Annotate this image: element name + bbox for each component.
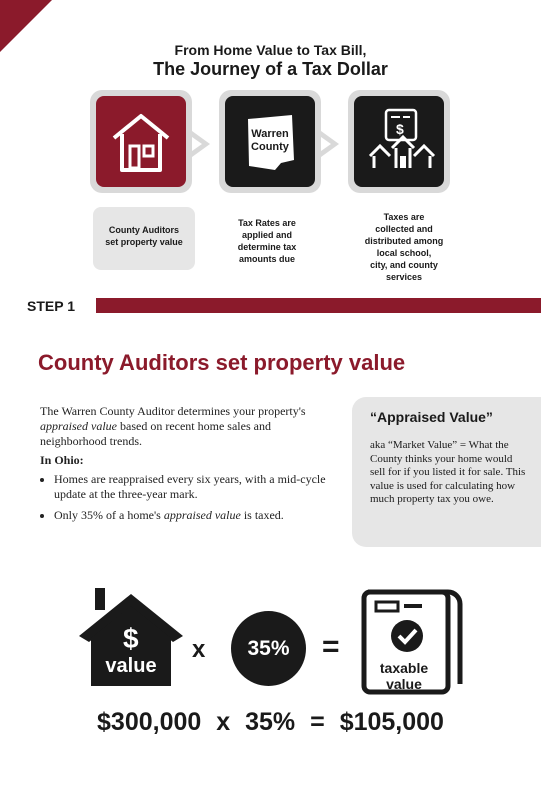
callout-text: aka “Market Value” = What the County thinks your home would sell for if you listed it for sale. This value is used for calculating how much property tax you owe.	[370, 439, 526, 505]
arrow-right-icon	[192, 131, 210, 157]
calc-amount: $300,000	[97, 708, 202, 736]
flow-box-community	[348, 90, 450, 193]
county-label-line2: County	[251, 141, 289, 153]
step-bar	[96, 298, 541, 313]
section-body	[40, 404, 340, 529]
caption-taxes-collected: Taxes are collected and distributed among local school, city, and county services	[364, 212, 444, 282]
arrow-right-icon	[321, 131, 339, 157]
svg-text:$: $	[123, 623, 139, 654]
list-item: • Homes are reappraised every six years, with a mid-cycle update at the three-year mark.	[54, 472, 340, 502]
flow-box-county	[219, 90, 321, 193]
calc-percent: 35%	[245, 708, 296, 736]
equals-sign: =	[322, 630, 340, 663]
calc-equals: =	[310, 708, 325, 736]
step-label: STEP 1	[27, 298, 75, 314]
taxable-value-label: taxable value	[379, 660, 429, 692]
appraised-value-callout	[352, 397, 541, 547]
tax-bill-community-icon	[354, 96, 444, 187]
county-label-line1: Warren	[251, 128, 289, 140]
calc-result: $105,000	[339, 708, 444, 736]
section-heading: County Auditors set property value	[38, 350, 406, 375]
ohio-list	[40, 472, 340, 523]
callout-title: “Appraised Value”	[370, 409, 493, 425]
flow-box-auditors	[90, 90, 192, 193]
percent-circle: 35%	[231, 611, 306, 686]
caption-tax-rates: Tax Rates are applied and determine tax amounts due	[237, 218, 297, 264]
value-label: value	[105, 655, 157, 677]
calc-multiply: x	[216, 708, 231, 736]
ohio-subheading: In Ohio:	[40, 453, 84, 467]
page-title-line1: From Home Value to Tax Bill,	[174, 42, 367, 58]
caption-auditors: County Auditors set property value	[93, 207, 195, 270]
calculation-line	[0, 708, 541, 737]
multiply-sign: x	[192, 636, 206, 663]
intro-paragraph: The Warren County Auditor determines your property's appraised value based on recent home sales and neighborhood trends.	[40, 404, 306, 448]
svg-text:$: $	[396, 121, 404, 137]
house-outline-icon	[96, 96, 186, 187]
list-item: • Only 35% of a home's appraised value is taxed.	[54, 508, 340, 523]
page-title-line2: The Journey of a Tax Dollar	[153, 59, 388, 79]
